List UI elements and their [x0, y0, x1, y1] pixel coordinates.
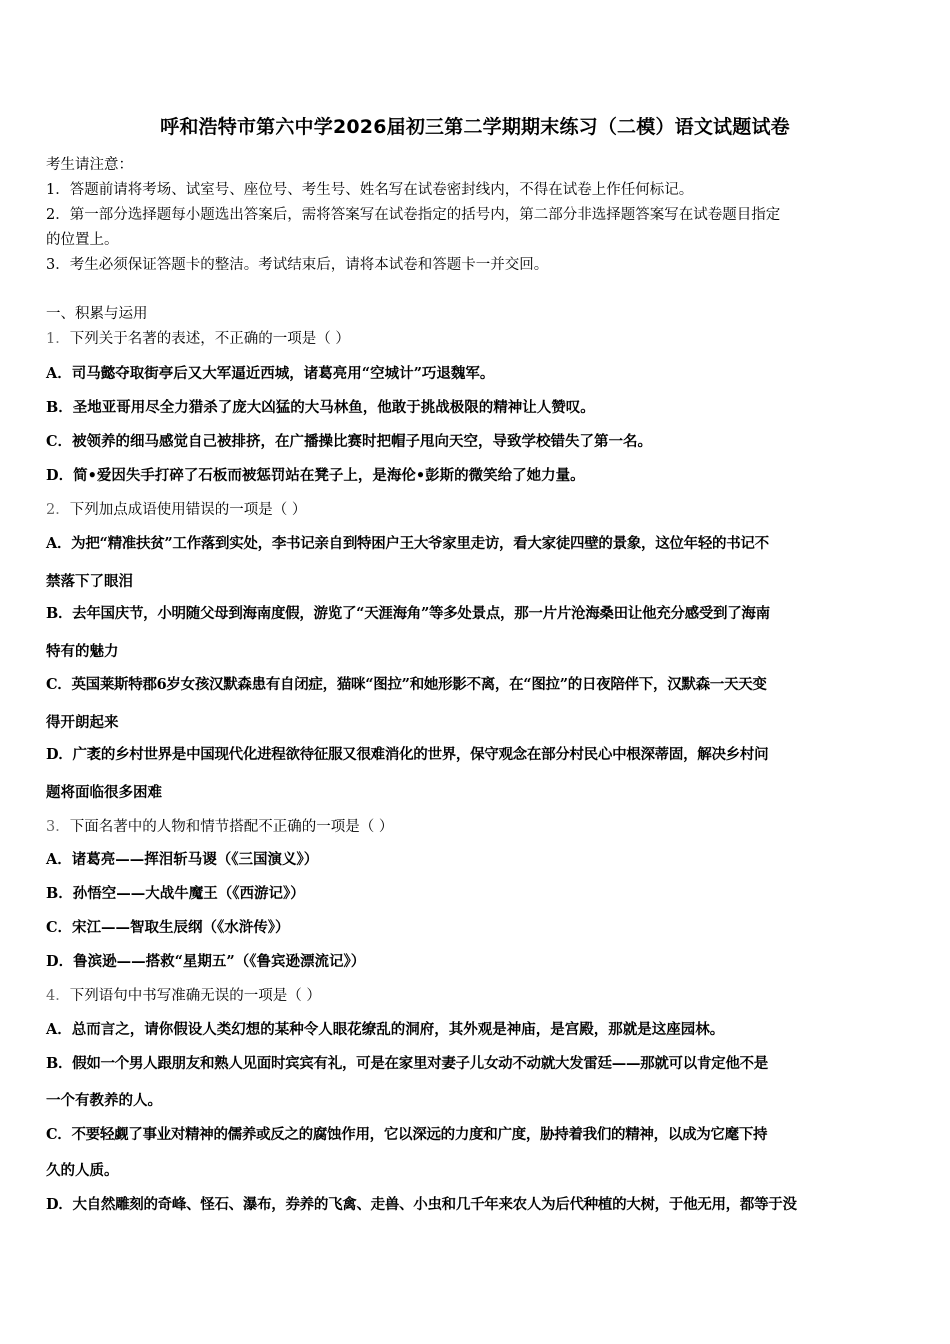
q2-option-a-cont: 禁落下了眼泪 — [46, 573, 133, 590]
q3-option-a: A．诸葛亮——挥泪斩马谡（《三国演义》） — [46, 851, 319, 868]
question-number: 2． — [46, 502, 70, 518]
notice-item-2-cont: 的位置上。 — [46, 232, 119, 248]
question-number: 4． — [46, 988, 70, 1004]
q4-option-b: B．假如一个男人跟朋友和熟人见面时宾宾有礼，可是在家里对妻子儿女动不动就大发雷廷——那就可以肯定他不是 — [46, 1055, 768, 1072]
q3-option-d: D．鲁滨逊——搭救“星期五”（《鲁宾逊漂流记》） — [46, 953, 366, 970]
question-4-stem: 4．下列语句中书写准确无误的一项是（ ） — [46, 988, 321, 1004]
q3-option-c: C．宋江——智取生辰纲（《水浒传》） — [46, 919, 290, 936]
q2-option-d-cont: 题将面临很多困难 — [46, 784, 162, 801]
q1-option-a: A．司马懿夺取街亭后又大军逼近西城，诸葛亮用“空城计”巧退魏军。 — [46, 365, 495, 382]
q1-option-d: D．简•爱因失手打碎了石板而被惩罚站在凳子上，是海伦•彭斯的微笑给了她力量。 — [46, 467, 585, 484]
notice-item-1: 1．答题前请将考场、试室号、座位号、考生号、姓名写在试卷密封线内，不得在试卷上作任何标记。 — [46, 182, 694, 198]
q2-option-c: C．英国莱斯特郡6岁女孩汉默森患有自闭症，猫咪“图拉”和她形影不离，在“图拉”的日夜陪伴下，汉默森一天天变 — [46, 676, 767, 693]
q4-option-c-cont: 久的人质。 — [46, 1162, 119, 1179]
section-heading: 一、积累与运用 — [46, 306, 148, 322]
notice-item-2: 2．第一部分选择题每小题选出答案后，需将答案写在试卷指定的括号内，第二部分非选择题答案写在试卷题目指定 — [46, 207, 781, 223]
q4-option-d: D．大自然雕刻的奇峰、怪石、瀑布，券养的飞禽、走兽、小虫和几千年来农人为后代种植的大树，于他无用，都等于没 — [46, 1196, 797, 1213]
q3-option-b: B．孙悟空——大战牛魔王（《西游记》） — [46, 885, 305, 902]
q1-option-c: C．被领养的细马感觉自己被排挤，在广播操比赛时把帽子甩向天空，导致学校错失了第一名。 — [46, 433, 653, 450]
notice-item-3: 3．考生必须保证答题卡的整洁。考试结束后，请将本试卷和答题卡一并交回。 — [46, 257, 549, 273]
question-1-stem: 1．下列关于名著的表述，不正确的一项是（ ） — [46, 331, 350, 347]
q4-option-b-cont: 一个有教养的人。 — [46, 1092, 162, 1109]
q2-option-c-cont: 得开朗起来 — [46, 714, 119, 731]
q2-option-d: D．广袤的乡村世界是中国现代化进程欲待征服又很难消化的世界，保守观念在部分村民心中根深蒂固，解决乡村问 — [46, 746, 769, 763]
q4-option-c: C．不要轻觑了事业对精神的儒养或反之的腐蚀作用，它以深远的力度和广度，胁持着我们的精神，以成为它麾下持 — [46, 1126, 768, 1143]
q2-option-a: A．为把“精准扶贫”工作落到实处，李书记亲自到特困户王大爷家里走访，看大家徒四壁的景象，这位年轻的书记不 — [46, 535, 769, 552]
q1-option-b: B．圣地亚哥用尽全力猎杀了庞大凶猛的大马林鱼，他敢于挑战极限的精神让人赞叹。 — [46, 399, 595, 416]
q4-option-a: A．总而言之，请你假设人类幻想的某种令人眼花缭乱的洞府，其外观是神庙，是宫殿，那就是这座园林。 — [46, 1021, 725, 1038]
question-number: 3． — [46, 819, 70, 835]
page-title: 呼和浩特市第六中学2026届初三第二学期期末练习（二模）语文试题试卷 — [160, 116, 790, 138]
q2-option-b: B．去年国庆节，小明随父母到海南度假，游览了“天涯海角”等多处景点，那一片片沧海桑田让他充分感受到了海南 — [46, 605, 770, 622]
question-number: 1． — [46, 331, 70, 347]
q2-option-b-cont: 特有的魅力 — [46, 643, 119, 660]
question-3-stem: 3．下面名著中的人物和情节搭配不正确的一项是（ ） — [46, 819, 394, 835]
question-2-stem: 2．下列加点成语使用错误的一项是（ ） — [46, 502, 307, 518]
notice-heading: 考生请注意： — [46, 157, 133, 173]
